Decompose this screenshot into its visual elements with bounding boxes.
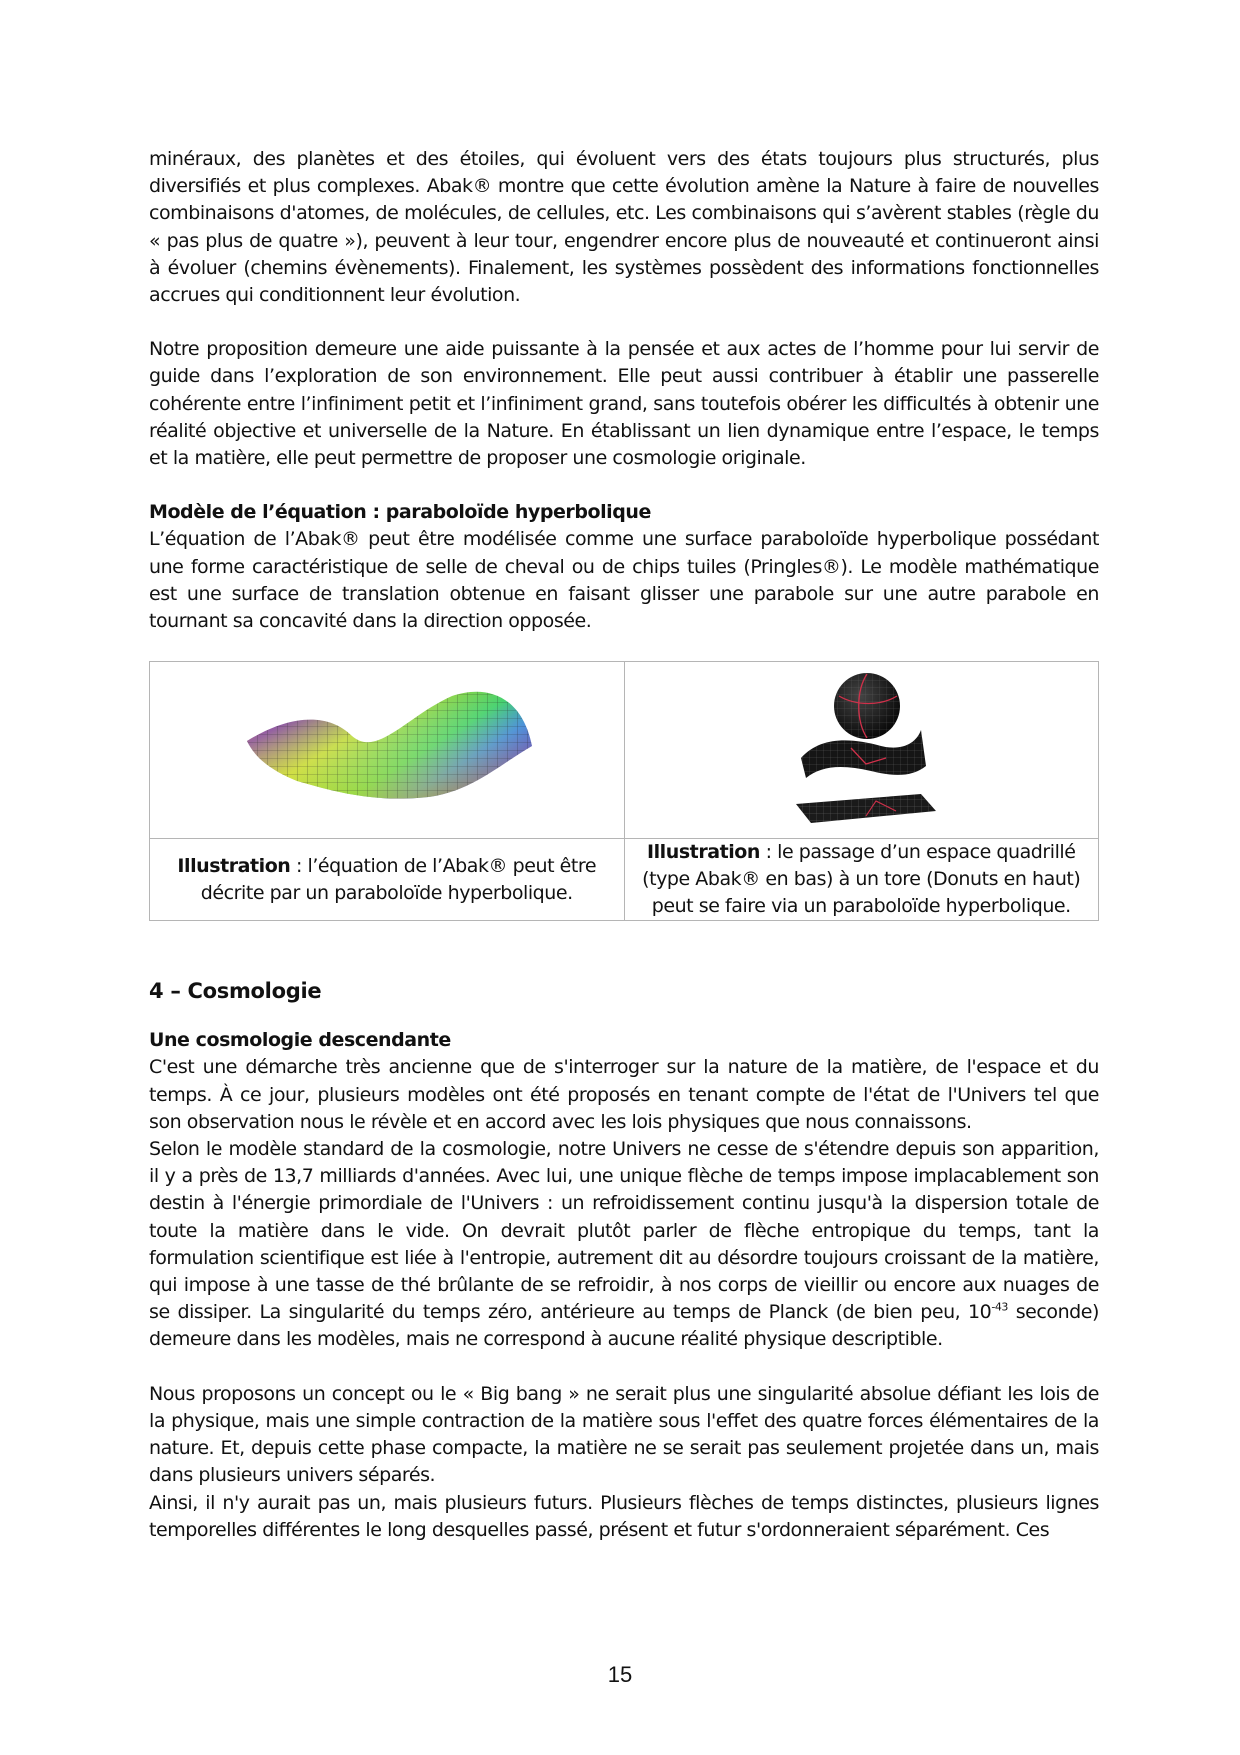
paragraph-futures: Ainsi, il n'y aurait pas un, mais plusieurs futurs. Plusieurs flèches de temps distinctes, plusieurs lignes temporelles différentes le long desquelles passé, présent et futur s'ordonneraient séparément. Ces bbox=[149, 1491, 1099, 1541]
text-after-exponent: seconde) demeure dans les modèles, mais ne correspond à aucune réalité physique descriptible. bbox=[149, 1301, 1099, 1351]
figure-right-caption bbox=[624, 839, 1099, 921]
paragraph-model: L’équation de l’Abak® peut être modélisée comme une surface paraboloïde hyperbolique possédant une forme caractéristique de selle de cheval ou de chips tuiles (Pringles®). Le modèle mathématique est une surface de translation obtenue en faisant glisser une parabole sur une autre parabole en tournant sa concavité dans la direction opposée. bbox=[149, 528, 1099, 633]
model-heading: Modèle de l’équation : paraboloïde hyperbolique bbox=[149, 501, 651, 524]
section-title: 4 – Cosmologie bbox=[149, 979, 322, 1004]
caption-label: Illustration bbox=[647, 841, 760, 864]
torus-transition-illustration bbox=[781, 666, 941, 826]
exponent: -43 bbox=[991, 1300, 1008, 1314]
figure-left-caption bbox=[150, 839, 625, 921]
caption-text: : l’équation de l’Abak® peut être décrite par un paraboloïde hyperbolique. bbox=[200, 854, 597, 904]
caption-text: : le passage d’un espace quadrillé (type Abak® en bas) à un tore (Donuts en haut) peut se faire via un paraboloïde hyperbolique. bbox=[642, 841, 1081, 918]
caption-label: Illustration bbox=[177, 854, 291, 877]
paragraph-intro-cosmology: C'est une démarche très ancienne que de s'interroger sur la nature de la matière, de l'espace et du temps. À ce jour, plusieurs modèles ont été proposés en tenant compte de l'état de l'Univers tel que son observation nous le révèle et en accord avec les lois physiques que nous connaissons. bbox=[149, 1056, 1099, 1133]
paragraph-big-bang: Nous proposons un concept ou le « Big bang » ne serait plus une singularité absolue défiant les lois de la physique, mais une simple contraction de la matière sous l'effet des quatre forces élémentaires de la nature. Et, depuis cette phase compacte, la matière ne se serait pas seulement projetée dans un, mais dans plusieurs univers séparés. bbox=[149, 1382, 1099, 1487]
page-content bbox=[149, 146, 1099, 1544]
figure-left-cell bbox=[150, 662, 625, 839]
page-number: 15 bbox=[607, 1662, 633, 1687]
paragraph-proposition: Notre proposition demeure une aide puissante à la pensée et aux actes de l’homme pour lui servir de guide dans l’exploration de son environnement. Elle peut aussi contribuer à établir une passerelle cohérente entre l’infiniment petit et l’infiniment grand, sans toutefois obérer les difficultés à obtenir une réalité objective et universelle de la Nature. En établissant un lien dynamique entre l’espace, le temps et la matière, elle peut permettre de proposer une cosmologie originale. bbox=[149, 338, 1099, 470]
figure-right-cell bbox=[624, 662, 1099, 839]
paragraph-evolution: minéraux, des planètes et des étoiles, qui évoluent vers des états toujours plus structurés, plus diversifiés et plus complexes. Abak® montre que cette évolution amène la Nature à faire de nouvelles combinaisons d'atomes, de molécules, de cellules, etc. Les combinaisons qui s’avèrent stables (règle du « pas plus de quatre »), peuvent à leur tour, engendrer encore plus de nouveauté et continueront ainsi à évoluer (chemins évènements). Finalement, les systèmes possèdent des informations fonctionnelles accrues qui conditionnent leur évolution. bbox=[149, 148, 1099, 307]
text-before-exponent: Selon le modèle standard de la cosmologie, notre Univers ne cesse de s'étendre depuis son apparition, il y a près de 13,7 milliards d'années. Avec lui, une unique flèche de temps impose implacablement son destin à l'énergie primordiale de l'Univers : un refroidissement continu jusqu'à la dispersion totale de toute la matière dans le vide. On devrait plutôt parler de flèche entropique du temps, tant la formulation scientifique est liée à l'entropie, autrement dit au désordre toujours croissant de la matière, qui impose à une tasse de thé brûlante de se refroidir, à nos corps de vieillir ou encore aux nuages de se dissiper. La singularité du temps zéro, antérieure au temps de Planck (de bien peu, 10 bbox=[149, 1138, 1099, 1324]
subheading: Une cosmologie descendante bbox=[149, 1029, 451, 1052]
paragraph-standard-model bbox=[149, 1136, 1099, 1354]
figure-table bbox=[149, 661, 1099, 921]
saddle-surface-illustration bbox=[237, 686, 537, 806]
